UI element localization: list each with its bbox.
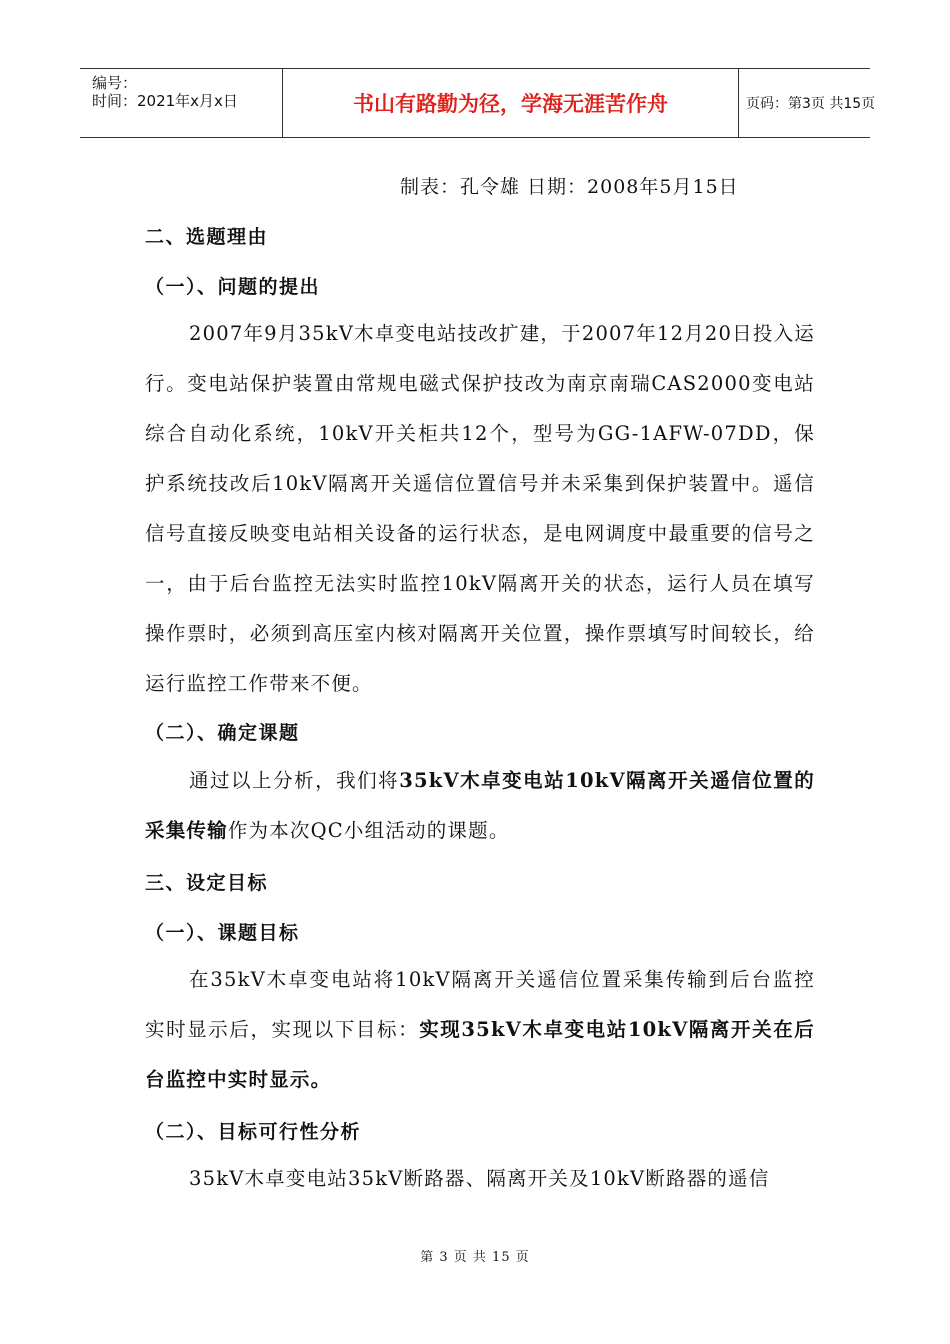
highlighted-goal: 实现35kV木卓变电站10kV隔离开关在后台监控中实时显示。 (145, 1018, 815, 1091)
subsection-title: （一）、问题的提出 (145, 276, 321, 298)
page-header (80, 68, 876, 138)
section-title: 三、设定目标 (145, 872, 269, 894)
page-footer: 第 3 页 共 15 页 (420, 1250, 530, 1265)
paragraph-text: 作为本次QC小组活动的课题。 (227, 819, 510, 842)
header-page-info: 页码：第3页 共15页 (746, 96, 876, 112)
time-label: 时间：2021年x月x日 (92, 92, 238, 110)
subsection-title: （二）、目标可行性分析 (145, 1121, 362, 1143)
paragraph-text: 在35kV木卓变电站将10kV隔离开关遥信位置采集传输到后台监控实时显示后，实现以下目标： (145, 968, 815, 1041)
paragraph (145, 756, 815, 856)
subsection-title: （二）、确定课题 (145, 722, 300, 744)
subsection-title: （一）、课题目标 (145, 922, 300, 944)
number-label: 编号： (92, 74, 138, 92)
paragraph: 2007年9月35kV木卓变电站技改扩建，于2007年12月20日投入运行。变电站保护装置由常规电磁式保护技改为南京南瑞CAS2000变电站综合自动化系统，10kV开关柜共12个，型号为GG-1AFW-07DD，保护系统技改后10kV隔离开关遥信位置信号并未采集到保护装置中。遥信信号直接反映变电站相关设备的运行状态，是电网调度中最重要的信号之一，由于后台监控无法实时监控10kV隔离开关的状态，运行人员在填写操作票时，必须到高压室内核对隔离开关位置，操作票填写时间较长，给运行监控工作带来不便。 (145, 322, 815, 695)
paragraph: 35kV木卓变电站35kV断路器、隔离开关及10kV断路器的遥信 (189, 1167, 770, 1190)
section-title: 二、选题理由 (145, 226, 269, 248)
paragraph-text: 通过以上分析，我们将 (189, 769, 400, 792)
highlighted-topic: 35kV木卓变电站10kV隔离开关遥信位置的采集传输 (145, 769, 815, 842)
header-info-cell (80, 69, 282, 137)
paragraph (145, 955, 815, 1105)
header-motto: 书山有路勤为径，学海无涯苦作舟 (282, 69, 739, 137)
author-date-line: 制表：孔令雄 日期：2008年5月15日 (400, 176, 739, 198)
